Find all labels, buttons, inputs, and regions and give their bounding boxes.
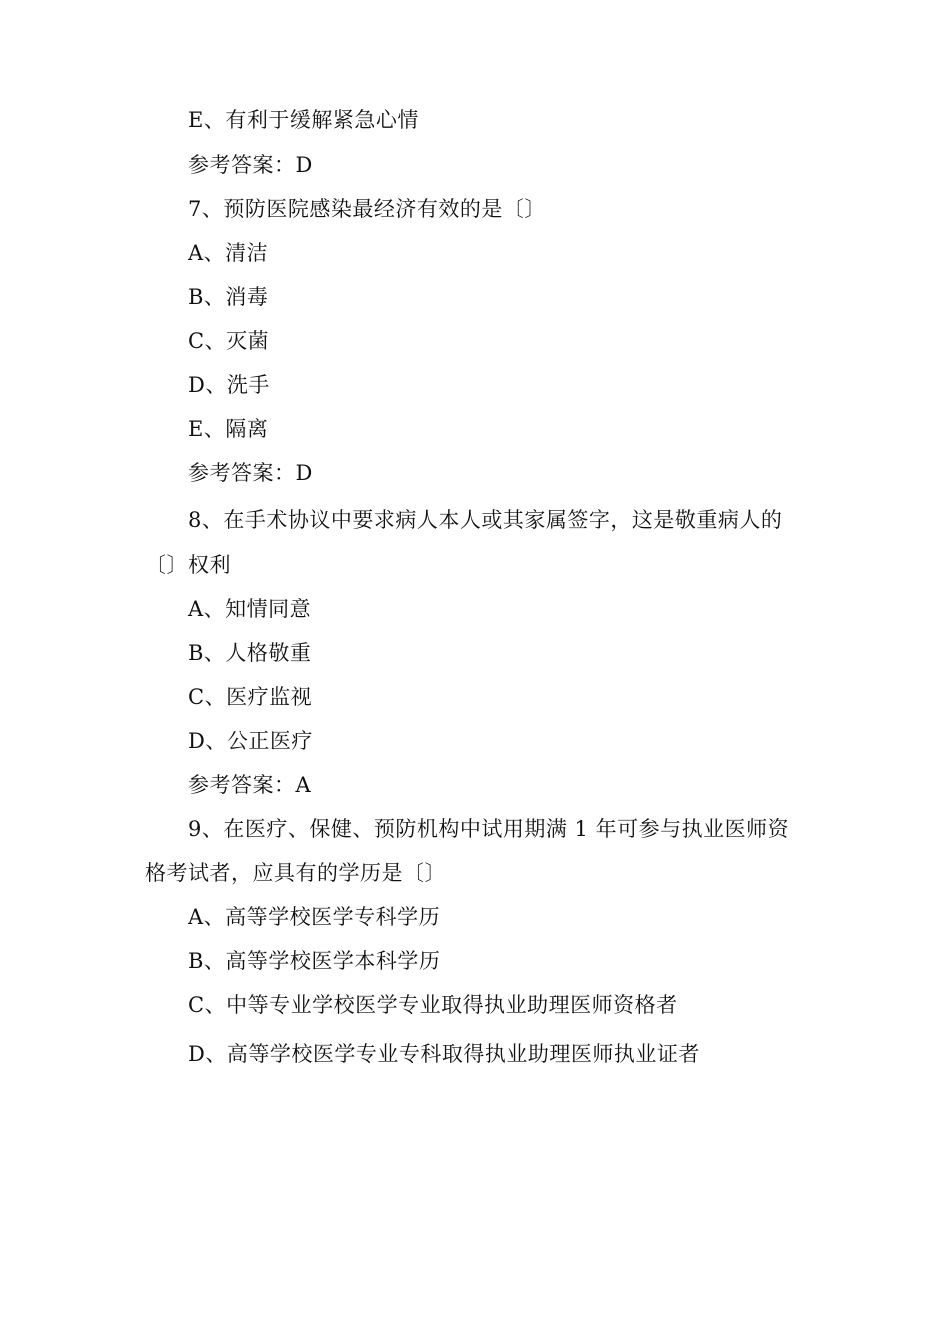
q7-answer: 参考答案：D: [188, 461, 313, 485]
q8-option-c: C、医疗监视: [188, 685, 313, 709]
q6-option-e: E、有利于缓解紧急心情: [188, 108, 419, 132]
q7-option-e: E、隔离: [188, 417, 269, 441]
q8-question-line-1: 8、在手术协议中要求病人本人或其家属签字，这是敬重病人的: [188, 508, 783, 532]
q7-option-a: A、清洁: [188, 241, 269, 265]
q8-option-b: B、人格敬重: [188, 641, 312, 665]
q7-option-d: D、洗手: [188, 373, 270, 397]
q9-option-b: B、高等学校医学本科学历: [188, 949, 441, 973]
q7-option-c: C、灭菌: [188, 329, 270, 353]
q9-option-d: D、高等学校医学专业专科取得执业助理医师执业证者: [188, 1042, 700, 1066]
q7-option-b: B、消毒: [188, 285, 269, 309]
q8-option-d: D、公正医疗: [188, 729, 313, 753]
q9-question-line-2: 格考试者，应具有的学历是〔〕: [145, 861, 446, 885]
q6-answer: 参考答案：D: [188, 153, 313, 177]
q9-option-a: A、高等学校医学专科学历: [188, 905, 441, 929]
q9-option-c: C、中等专业学校医学专业取得执业助理医师资格者: [188, 993, 678, 1017]
q8-question-line-2: 〔〕权利: [145, 553, 231, 577]
q8-option-a: A、知情同意: [188, 597, 312, 621]
q9-question-line-1: 9、在医疗、保健、预防机构中试用期满 1 年可参与执业医师资: [188, 817, 790, 841]
q7-question: 7、预防医院感染最经济有效的是〔〕: [188, 197, 546, 221]
q8-answer: 参考答案：A: [188, 773, 312, 797]
